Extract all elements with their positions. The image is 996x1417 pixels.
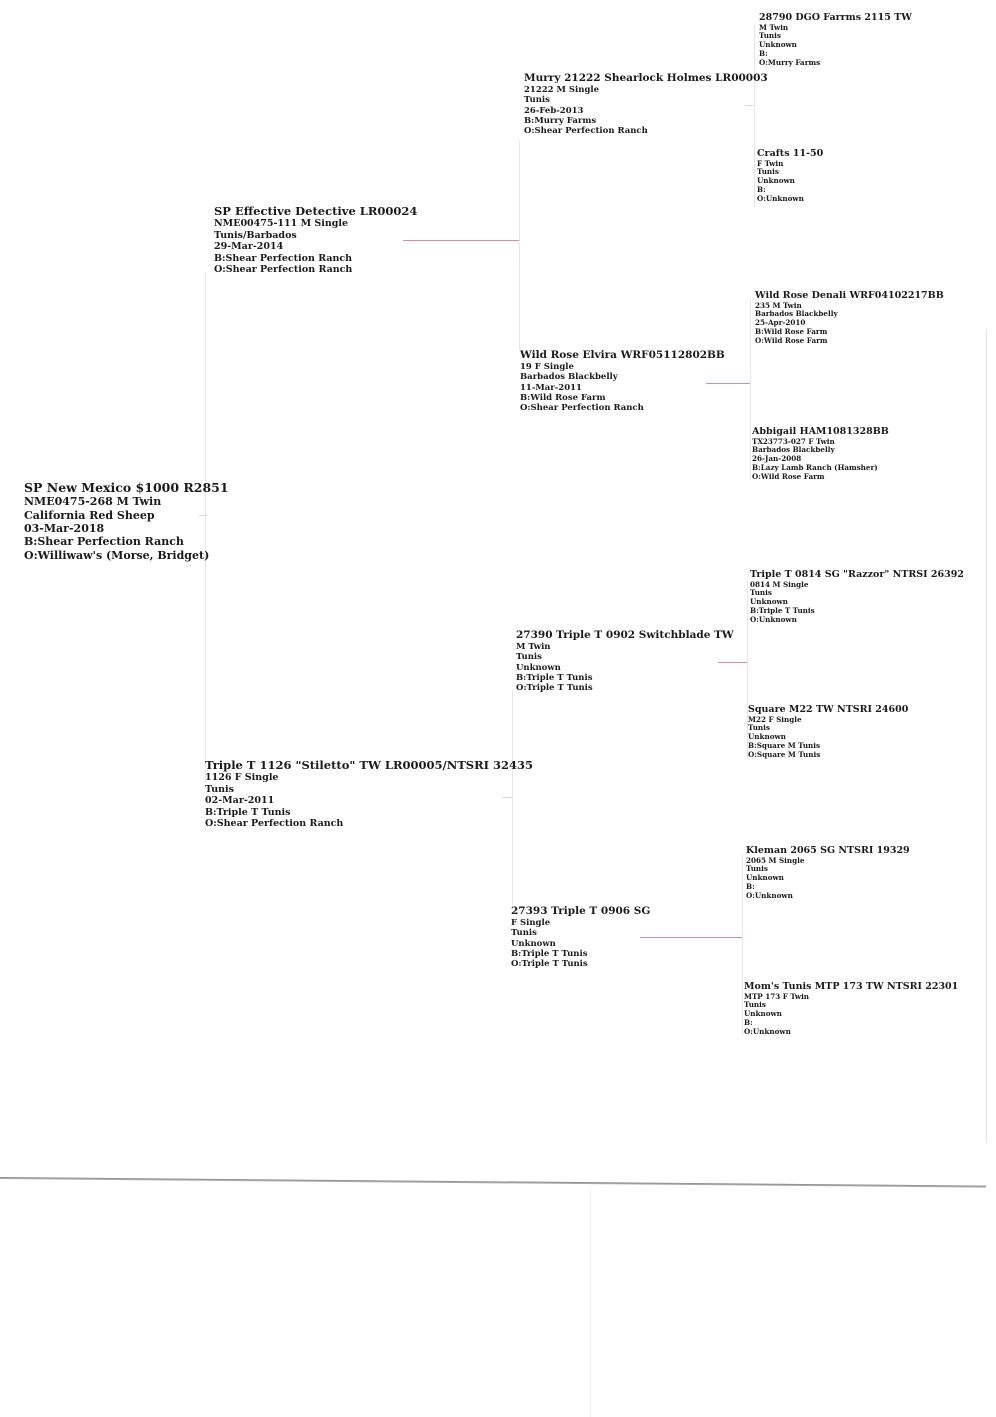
sire-owner: O:Shear Perfection Ranch (214, 264, 353, 276)
subject-animal (24, 480, 229, 562)
ss-dam-birthdate: Unknown (757, 176, 795, 186)
dd-dam-owner: O:Unknown (744, 1026, 791, 1036)
sd-dam-breed: Barbados Blackbelly (752, 445, 835, 455)
dd-sire-birthdate: Unknown (746, 873, 784, 883)
subject-id: NME0475-268 M Twin (24, 495, 162, 509)
sire-sire-animal (524, 72, 768, 137)
dam-sire-name: 27390 Triple T 0902 Switchblade TW (516, 629, 734, 641)
ds-dam-breed: Tunis (748, 723, 770, 733)
sire-sire-breed: Tunis (524, 95, 550, 106)
ss-sire-breeder: B: (759, 48, 768, 58)
ds-sire-breed: Tunis (750, 588, 772, 598)
sire-name: SP Effective Detective LR00024 (214, 204, 418, 218)
sd-dam-owner: O:Wild Rose Farm (752, 471, 825, 481)
dam-id: 1126 F Single (205, 772, 279, 784)
sire-dam-breeder: B:Wild Rose Farm (520, 392, 606, 403)
subject-breed: California Red Sheep (24, 508, 155, 522)
sire-dam-animal (520, 349, 725, 414)
dam-sire-animal (516, 629, 734, 694)
dd-sire-id: 2065 M Single (746, 855, 805, 865)
subject-name: SP New Mexico $1000 R2851 (24, 480, 229, 495)
dam-dam-breeder: B:Triple T Tunis (511, 948, 588, 959)
sire-sire-birthdate: 26-Feb-2013 (524, 105, 584, 116)
dd-sire-animal (746, 845, 910, 900)
dam-dam-name: 27393 Triple T 0906 SG (511, 905, 651, 917)
ss-sire-owner: O:Murry Farms (759, 57, 821, 67)
dd-dam-animal (744, 981, 958, 1036)
ds-dam-animal (748, 704, 908, 759)
sire-dam-owner: O:Shear Perfection Ranch (520, 403, 644, 414)
sire-dam-birthdate: 11-Mar-2011 (520, 382, 582, 393)
dd-sire-breeder: B: (746, 881, 755, 891)
sd-sire-breed: Barbados Blackbelly (755, 309, 838, 319)
page-edge-right (986, 330, 987, 1142)
sd-dam-animal (752, 426, 889, 481)
sd-sire-animal (755, 290, 944, 345)
connector-sire-h (403, 240, 519, 241)
ss-dam-animal (757, 148, 823, 203)
dd-dam-birthdate: Unknown (744, 1009, 782, 1019)
dam-sire-id: M Twin (516, 641, 551, 652)
sd-dam-breeder: B:Lazy Lamb Ranch (Hamsher) (752, 462, 878, 472)
subject-birthdate: 03-Mar-2018 (24, 522, 105, 536)
subject-owner: O:Williwaw's (Morse, Bridget) (24, 548, 210, 562)
ss-dam-owner: O:Unknown (757, 193, 804, 203)
sire-dam-name: Wild Rose Elvira WRF05112802BB (520, 349, 725, 361)
dam-sire-owner: O:Triple T Tunis (516, 683, 593, 694)
ss-sire-name: 28790 DGO Farrms 2115 TW (759, 12, 912, 23)
ds-sire-animal (750, 569, 964, 624)
ss-dam-breed: Tunis (757, 167, 779, 177)
ds-sire-birthdate: Unknown (750, 597, 788, 607)
ds-dam-name: Square M22 TW NTSRI 24600 (748, 704, 909, 715)
sire-sire-name: Murry 21222 Shearlock Holmes LR00003 (524, 72, 768, 84)
dam-owner: O:Shear Perfection Ranch (205, 818, 344, 830)
subject-breeder: B:Shear Perfection Ranch (24, 535, 184, 549)
connector-sire-dam (750, 300, 751, 480)
fold-line (590, 1190, 591, 1417)
dam-name: Triple T 1126 "Stiletto" TW LR00005/NTSRI 32435 (205, 758, 534, 772)
dam-dam-owner: O:Triple T Tunis (511, 959, 588, 970)
ds-dam-id: M22 F Single (748, 714, 802, 724)
ss-sire-birthdate: Unknown (759, 40, 797, 50)
dd-dam-name: Mom's Tunis MTP 173 TW NTSRI 22301 (744, 981, 959, 992)
dd-dam-id: MTP 173 F Twin (744, 991, 810, 1001)
sd-sire-owner: O:Wild Rose Farm (755, 335, 828, 345)
sire-birthdate: 29-Mar-2014 (214, 241, 284, 253)
sire-dam-breed: Barbados Blackbelly (520, 372, 618, 383)
dam-breeder: B:Triple T Tunis (205, 806, 291, 818)
page-bottom-rule (0, 1177, 986, 1188)
dam-dam-animal (511, 905, 650, 970)
ds-dam-breeder: B:Square M Tunis (748, 740, 821, 750)
sd-sire-name: Wild Rose Denali WRF04102217BB (755, 290, 944, 301)
ds-dam-birthdate: Unknown (748, 732, 786, 742)
sire-sire-breeder: B:Murry Farms (524, 115, 597, 126)
sire-animal (214, 204, 417, 276)
dam-dam-id: F Single (511, 917, 551, 928)
sire-sire-id: 21222 M Single (524, 84, 600, 95)
dam-animal (205, 758, 533, 830)
dd-dam-breed: Tunis (744, 1000, 766, 1010)
ss-sire-animal (759, 12, 912, 67)
dam-sire-birthdate: Unknown (516, 662, 561, 673)
sire-dam-id: 19 F Single (520, 361, 574, 372)
dam-birthdate: 02-Mar-2011 (205, 795, 275, 807)
ss-dam-breeder: B: (757, 184, 766, 194)
ss-dam-name: Crafts 11-50 (757, 148, 824, 159)
ss-dam-id: F Twin (757, 158, 784, 168)
connector-dam-dam-h (640, 937, 742, 938)
dd-dam-breeder: B: (744, 1017, 753, 1027)
sire-breeder: B:Shear Perfection Ranch (214, 252, 353, 264)
connector-dam-dam (742, 855, 743, 1035)
ds-sire-owner: O:Unknown (750, 614, 797, 624)
ss-sire-id: M Twin (759, 22, 789, 32)
ds-sire-id: 0814 M Single (750, 579, 809, 589)
sire-breed: Tunis/Barbados (214, 229, 297, 241)
ds-sire-breeder: B:Triple T Tunis (750, 605, 815, 615)
dam-dam-breed: Tunis (511, 928, 537, 939)
dam-sire-breed: Tunis (516, 652, 542, 663)
sd-dam-name: Abbigail HAM1081328BB (752, 426, 889, 437)
dd-sire-owner: O:Unknown (746, 890, 793, 900)
ds-sire-name: Triple T 0814 SG "Razzor" NTRSI 26392 (750, 569, 964, 580)
dam-sire-breeder: B:Triple T Tunis (516, 672, 593, 683)
sd-dam-id: TX23773-027 F Twin (752, 436, 835, 446)
sd-sire-birthdate: 25-Apr-2010 (755, 318, 806, 328)
dd-sire-breed: Tunis (746, 864, 768, 874)
sd-sire-id: 235 M Twin (755, 300, 802, 310)
ds-dam-owner: O:Square M Tunis (748, 749, 821, 759)
ss-sire-breed: Tunis (759, 31, 781, 41)
dam-breed: Tunis (205, 783, 234, 795)
sire-id: NME00475-111 M Single (214, 218, 349, 230)
sd-sire-breeder: B:Wild Rose Farm (755, 326, 828, 336)
sd-dam-birthdate: 26-Jan-2008 (752, 454, 802, 464)
dd-sire-name: Kleman 2065 SG NTSRI 19329 (746, 845, 910, 856)
connector-sire (519, 140, 520, 350)
sire-sire-owner: O:Shear Perfection Ranch (524, 126, 648, 137)
dam-dam-birthdate: Unknown (511, 938, 556, 949)
